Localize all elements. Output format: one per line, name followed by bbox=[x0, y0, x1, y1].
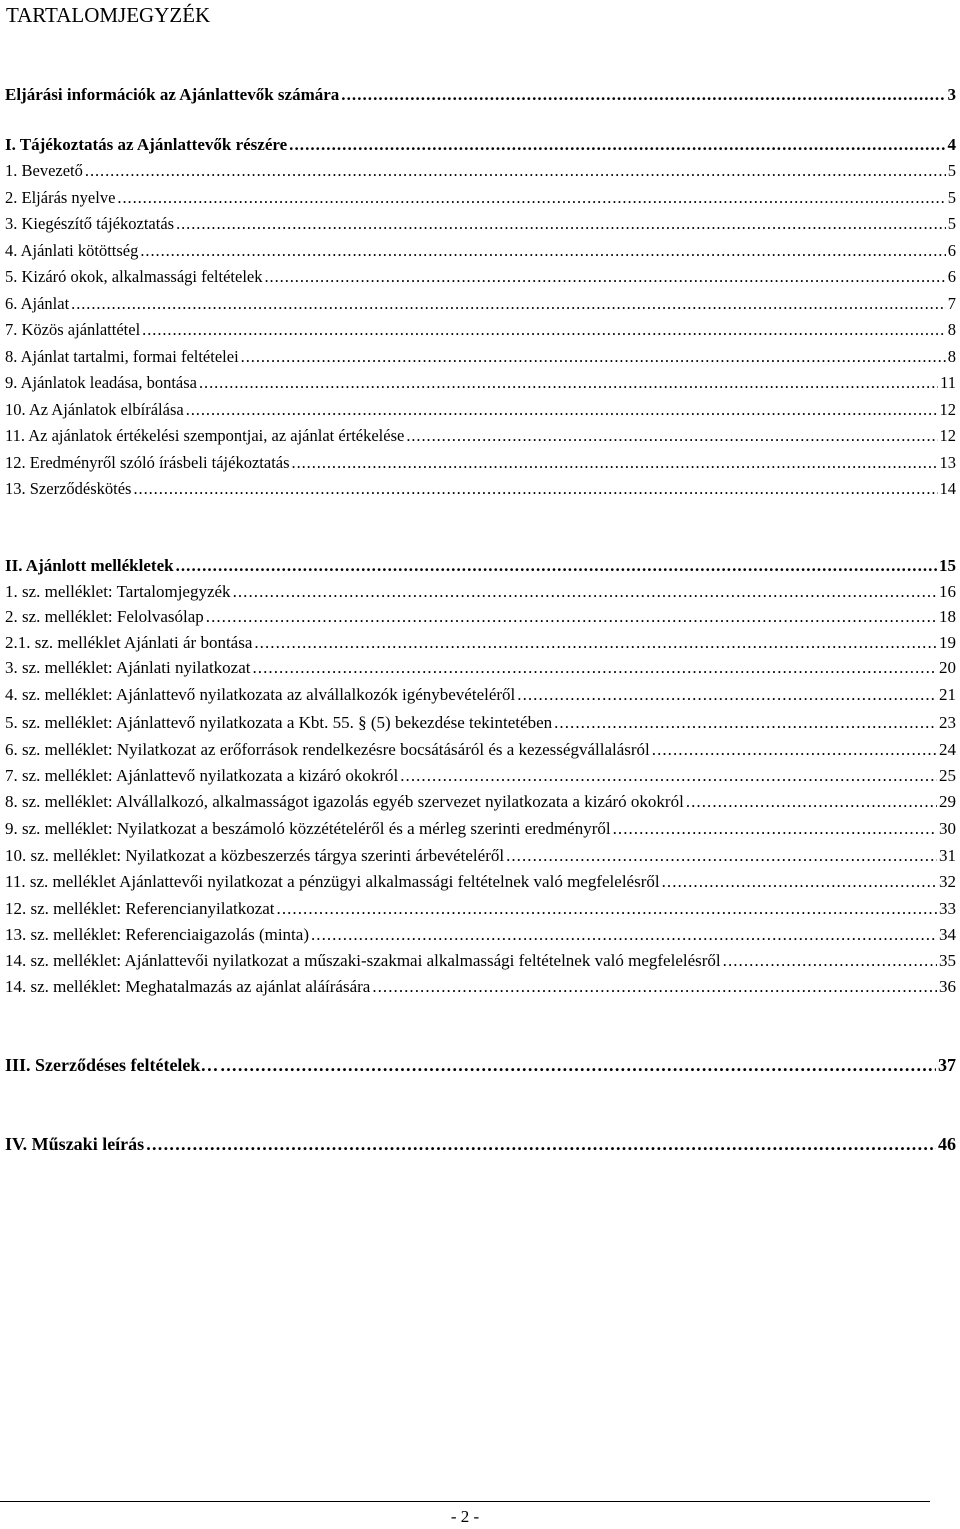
dot-leader bbox=[662, 871, 937, 893]
toc-entry-page: 8 bbox=[947, 320, 956, 339]
dot-leader bbox=[517, 684, 937, 706]
toc-entry-label: 9. Ajánlatok leadása, bontása bbox=[5, 373, 197, 392]
dot-leader bbox=[186, 399, 938, 421]
toc-entry[interactable] bbox=[5, 346, 956, 368]
dot-leader bbox=[723, 950, 937, 972]
toc-entry-page: 19 bbox=[939, 633, 956, 652]
toc-section-page: 4 bbox=[947, 135, 956, 154]
toc-entry[interactable] bbox=[5, 266, 956, 288]
page-number: - 2 - bbox=[450, 1507, 480, 1526]
toc-entry-label: 11. Az ajánlatok értékelési szempontjai, az ajánlat értékelése bbox=[5, 426, 405, 445]
toc-entry[interactable] bbox=[5, 319, 956, 341]
toc-entry[interactable] bbox=[5, 425, 956, 447]
toc-entry-page: 5 bbox=[947, 188, 956, 207]
toc-entry-page: 23 bbox=[939, 713, 956, 732]
toc-section-label: II. Ajánlott mellékletek bbox=[5, 556, 174, 575]
toc-entry[interactable] bbox=[5, 478, 956, 500]
toc-entry-label: 5. sz. melléklet: Ajánlattevő nyilatkozata a Kbt. 55. § (5) bekezdése tekintetében bbox=[5, 713, 553, 732]
toc-entry[interactable] bbox=[5, 372, 956, 394]
dot-leader bbox=[652, 739, 937, 761]
toc-entry-label: 6. Ajánlat bbox=[5, 294, 70, 313]
dot-leader bbox=[85, 160, 946, 182]
toc-entry-label: 2. sz. melléklet: Felolvasólap bbox=[5, 607, 204, 626]
toc-entry-page: 12 bbox=[939, 426, 956, 445]
toc-entry-page: 5 bbox=[947, 161, 956, 180]
toc-entry-page: 16 bbox=[939, 582, 956, 601]
dot-leader bbox=[140, 240, 945, 262]
toc-entry-label: 5. Kizáró okok, alkalmassági feltételek bbox=[5, 267, 263, 286]
dot-leader bbox=[265, 266, 946, 288]
toc-entry-label: 12. sz. melléklet: Referencianyilatkozat bbox=[5, 899, 275, 918]
toc-entry-page: 20 bbox=[939, 658, 956, 677]
dot-leader bbox=[254, 632, 937, 654]
toc-entry-page: 6 bbox=[947, 267, 956, 286]
dot-leader bbox=[372, 976, 937, 998]
toc-entry-page: 31 bbox=[939, 846, 956, 865]
dot-leader bbox=[71, 293, 946, 315]
toc-section-4[interactable] bbox=[5, 1133, 956, 1155]
dot-leader bbox=[241, 346, 946, 368]
dot-leader bbox=[206, 606, 937, 628]
toc-entry[interactable] bbox=[5, 240, 956, 262]
dot-leader bbox=[146, 1133, 936, 1155]
dot-leader bbox=[289, 134, 945, 156]
toc-entry[interactable] bbox=[5, 187, 956, 209]
toc-entry-page: 18 bbox=[939, 607, 956, 626]
toc-entry-page: 29 bbox=[939, 792, 956, 811]
toc-entry[interactable] bbox=[5, 765, 956, 787]
toc-entry-label: 4. Ajánlati kötöttség bbox=[5, 241, 139, 260]
toc-entry-label: 2.1. sz. melléklet Ajánlati ár bontása bbox=[5, 633, 253, 652]
dot-leader bbox=[406, 425, 937, 447]
dot-leader bbox=[554, 712, 937, 734]
dot-leader bbox=[142, 319, 946, 341]
dot-leader bbox=[253, 657, 938, 679]
toc-entry-label: 1. sz. melléklet: Tartalomjegyzék bbox=[5, 582, 231, 601]
dot-leader bbox=[176, 555, 937, 577]
dot-leader bbox=[133, 478, 937, 500]
toc-entry-page: 8 bbox=[947, 347, 956, 366]
footer-divider bbox=[0, 1501, 930, 1502]
toc-entry-page: 21 bbox=[939, 685, 956, 704]
toc-section-page: 37 bbox=[938, 1055, 956, 1075]
dot-leader bbox=[199, 372, 938, 394]
toc-section-page: 46 bbox=[938, 1134, 956, 1154]
toc-title: TARTALOMJEGYZÉK bbox=[6, 3, 211, 27]
toc-entry-page: 11 bbox=[940, 373, 956, 392]
dot-leader bbox=[117, 187, 945, 209]
toc-entry-label: 8. sz. melléklet: Alvállalkozó, alkalmasságot igazolás egyéb szervezet nyilatkozata a kizáró okokról bbox=[5, 792, 684, 811]
toc-entry[interactable] bbox=[5, 632, 956, 654]
toc-entry[interactable] bbox=[5, 976, 956, 998]
toc-entry[interactable] bbox=[5, 739, 956, 761]
toc-entry-page: 32 bbox=[939, 872, 956, 891]
toc-entry-label: 7. sz. melléklet: Ajánlattevő nyilatkozata a kizáró okokról bbox=[5, 766, 399, 785]
toc-entry-page: 25 bbox=[939, 766, 956, 785]
toc-section-1[interactable] bbox=[5, 134, 956, 156]
toc-entry[interactable] bbox=[5, 818, 956, 840]
dot-leader bbox=[613, 818, 937, 840]
toc-section-label: III. Szerződéses feltételek… bbox=[5, 1055, 219, 1075]
toc-entry[interactable] bbox=[5, 924, 956, 946]
toc-entry-page: 14 bbox=[939, 479, 956, 498]
toc-entry-label: 10. Az Ajánlatok elbírálása bbox=[5, 400, 184, 419]
toc-entry-label: 10. sz. melléklet: Nyilatkozat a közbeszerzés tárgya szerinti árbevételéről bbox=[5, 846, 505, 865]
toc-entry[interactable] bbox=[5, 950, 956, 972]
toc-entry[interactable] bbox=[5, 845, 956, 867]
dot-leader bbox=[176, 213, 946, 235]
toc-entry-label: 9. sz. melléklet: Nyilatkozat a beszámoló közzétételéről és a mérleg szerinti eredményről bbox=[5, 819, 611, 838]
dot-leader bbox=[400, 765, 937, 787]
toc-entry-label: 12. Eredményről szóló írásbeli tájékoztatás bbox=[5, 453, 290, 472]
toc-entry-page: 12 bbox=[939, 400, 956, 419]
toc-entry[interactable] bbox=[5, 452, 956, 474]
toc-entry-page: 36 bbox=[939, 977, 956, 996]
dot-leader bbox=[292, 452, 938, 474]
toc-entry-label: 3. sz. melléklet: Ajánlati nyilatkozat bbox=[5, 658, 251, 677]
toc-entry-page: 5 bbox=[947, 214, 956, 233]
toc-section-3[interactable] bbox=[5, 1054, 956, 1076]
toc-entry-label: 2. Eljárás nyelve bbox=[5, 188, 116, 207]
toc-section-page: 15 bbox=[939, 556, 956, 575]
toc-section-label: I. Tájékoztatás az Ajánlattevők részére bbox=[5, 135, 288, 154]
dot-leader bbox=[277, 898, 937, 920]
toc-entry[interactable] bbox=[5, 871, 956, 893]
toc-entry[interactable] bbox=[5, 898, 956, 920]
toc-entry[interactable] bbox=[5, 581, 956, 603]
toc-entry-label: 11. sz. melléklet Ajánlattevői nyilatkozat a pénzügyi alkalmassági feltételnek való megfelelésről bbox=[5, 872, 660, 891]
toc-entry-label: 6. sz. melléklet: Nyilatkozat az erőforrások rendelkezésre bocsátásáról és a kezességvállalásról bbox=[5, 740, 650, 759]
toc-entry-page: 33 bbox=[939, 899, 956, 918]
toc-entry-page: 13 bbox=[939, 453, 956, 472]
toc-entry-page: 34 bbox=[939, 925, 956, 944]
toc-entry[interactable] bbox=[5, 293, 956, 315]
dot-leader bbox=[311, 924, 937, 946]
toc-entry-page: 35 bbox=[939, 951, 956, 970]
toc-entry-label: 1. Bevezető bbox=[5, 161, 83, 180]
toc-entry-label: 13. sz. melléklet: Referenciaigazolás (minta) bbox=[5, 925, 309, 944]
toc-entry-page: 30 bbox=[939, 819, 956, 838]
toc-entry-label: 14. sz. melléklet: Ajánlattevői nyilatkozat a műszaki-szakmai alkalmassági feltételnek való megfelelésről bbox=[5, 951, 721, 970]
dot-leader bbox=[233, 581, 937, 603]
toc-section-2[interactable] bbox=[5, 555, 956, 577]
toc-section-label: IV. Műszaki leírás bbox=[5, 1134, 145, 1154]
toc-entry[interactable] bbox=[5, 160, 956, 182]
toc-entry-label: 8. Ajánlat tartalmi, formai feltételei bbox=[5, 347, 239, 366]
toc-entry-label: 14. sz. melléklet: Meghatalmazás az ajánlat aláírására bbox=[5, 977, 371, 996]
toc-entry[interactable] bbox=[5, 213, 956, 235]
toc-entry-label: Eljárási információk az Ajánlattevők számára bbox=[5, 85, 340, 104]
toc-entry-page: 24 bbox=[939, 740, 956, 759]
toc-entry-procedural-info[interactable] bbox=[5, 84, 956, 106]
toc-entry-page: 6 bbox=[947, 241, 956, 260]
dot-leader bbox=[341, 84, 945, 106]
toc-entry[interactable] bbox=[5, 606, 956, 628]
dot-leader bbox=[506, 845, 937, 867]
toc-entry-page: 7 bbox=[947, 294, 956, 313]
toc-entry-label: 3. Kiegészítő tájékoztatás bbox=[5, 214, 175, 233]
toc-entry-label: 4. sz. melléklet: Ajánlattevő nyilatkozata az alvállalkozók igénybevételéről bbox=[5, 685, 516, 704]
toc-entry-page: 3 bbox=[947, 85, 956, 104]
toc-entry[interactable] bbox=[5, 399, 956, 421]
toc-entry-label: 7. Közös ajánlattétel bbox=[5, 320, 141, 339]
toc-entry[interactable] bbox=[5, 684, 956, 706]
toc-entry[interactable] bbox=[5, 657, 956, 679]
toc-entry[interactable] bbox=[5, 712, 956, 734]
toc-entry-label: 13. Szerződéskötés bbox=[5, 479, 132, 498]
dot-leader bbox=[220, 1054, 936, 1076]
toc-entry[interactable] bbox=[5, 791, 956, 813]
dot-leader bbox=[686, 791, 937, 813]
